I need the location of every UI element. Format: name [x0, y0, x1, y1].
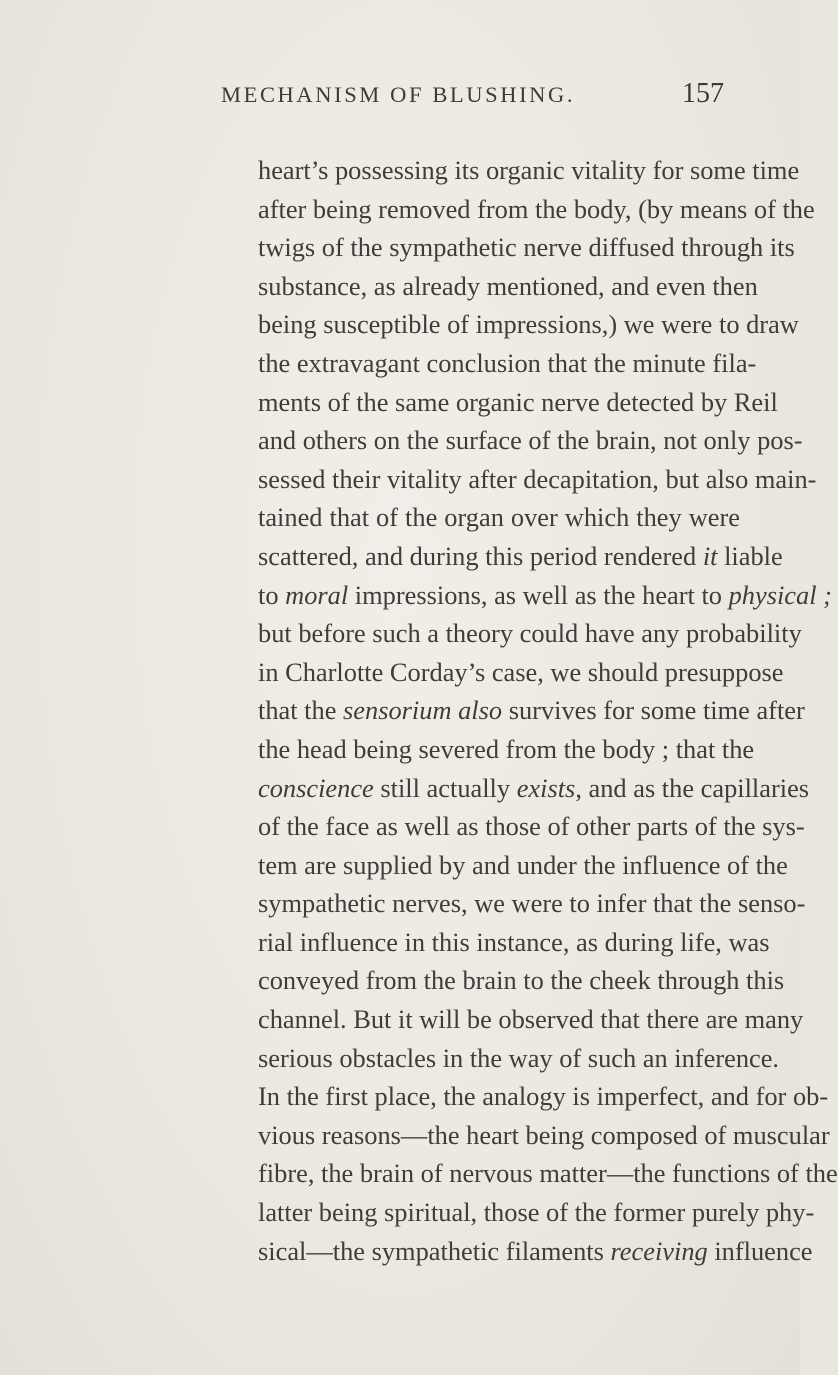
text-run: channel. But it will be observed that there are many [258, 1004, 804, 1035]
text-line [258, 1154, 838, 1193]
text-line [258, 1077, 829, 1116]
text-line [258, 769, 810, 808]
italic-text: receiving [610, 1235, 708, 1266]
text-line [258, 961, 785, 1000]
text-line [258, 421, 803, 460]
body-text [258, 151, 838, 1270]
text-line [258, 151, 800, 190]
text-run: and others on the surface of the brain, not only pos- [258, 425, 803, 456]
text-line [258, 1000, 804, 1039]
text-line [258, 1232, 813, 1271]
text-line [258, 1193, 815, 1232]
text-run: latter being spiritual, those of the former purely phy- [258, 1197, 815, 1228]
text-run: in Charlotte Corday’s case, we should presuppose [258, 656, 784, 687]
text-run: liable [717, 540, 783, 571]
text-line [258, 807, 805, 846]
text-run: vious reasons—the heart being composed of muscular [258, 1119, 830, 1150]
text-line [258, 1039, 780, 1078]
text-run: survives for some time after [502, 695, 805, 726]
text-run: influence [707, 1235, 813, 1266]
text-line [258, 1116, 830, 1155]
text-line [258, 498, 740, 537]
text-run: twigs of the sympathetic nerve diffused through its [258, 232, 795, 263]
italic-text: exists [516, 772, 576, 803]
text-run: fibre, the brain of nervous matter—the functions of the [258, 1158, 838, 1189]
text-line [258, 846, 788, 885]
text-run: to [258, 579, 286, 610]
text-run: of the face as well as those of other parts of the sys- [258, 811, 805, 842]
italic-text: moral [285, 579, 349, 610]
text-line [258, 614, 802, 653]
text-line [258, 537, 783, 576]
text-line [258, 730, 755, 769]
text-run: but before such a theory could have any probability [258, 618, 802, 649]
text-run: sical—the sympathetic filaments [258, 1235, 611, 1266]
running-head-title: MECHANISM OF BLUSHING. [221, 82, 576, 107]
text-run: rial influence in this instance, as during life, was [258, 926, 770, 957]
text-run: after being removed from the body, (by means of the [258, 193, 815, 224]
text-line [258, 884, 806, 923]
text-line [258, 460, 817, 499]
text-run: tem are supplied by and under the influence of the [258, 849, 788, 880]
text-run: still actually [373, 772, 517, 803]
italic-text: physical ; [728, 579, 832, 610]
text-line [258, 305, 799, 344]
text-run: serious obstacles in the way of such an inference. [258, 1042, 780, 1073]
text-run: impressions, as well as the heart to [348, 579, 729, 610]
running-head [0, 78, 800, 122]
italic-text: sensorium also [343, 695, 503, 726]
text-line [258, 923, 770, 962]
text-run: substance, as already mentioned, and even then [258, 270, 758, 301]
text-run: , and as the capillaries [575, 772, 810, 803]
text-line [258, 691, 805, 730]
italic-text: conscience [258, 772, 374, 803]
italic-text: it [702, 540, 718, 571]
text-line [258, 344, 757, 383]
text-line [258, 228, 795, 267]
text-line [258, 383, 778, 422]
text-run: that the [258, 695, 344, 726]
text-run: scattered, and during this period rendered [258, 540, 703, 571]
page-number: 157 [682, 78, 724, 109]
text-run: sympathetic nerves, we were to infer that the senso- [258, 888, 806, 919]
text-run: the head being severed from the body ; that the [258, 733, 755, 764]
text-run: conveyed from the brain to the cheek through this [258, 965, 785, 996]
text-line [258, 576, 832, 615]
text-line [258, 653, 784, 692]
text-line [258, 190, 815, 229]
text-run: ments of the same organic nerve detected by Reil [258, 386, 778, 417]
text-line [258, 267, 758, 306]
text-run: In the first place, the analogy is imperfect, and for ob- [258, 1081, 829, 1112]
text-run: sessed their vitality after decapitation, but also main- [258, 463, 817, 494]
text-run: heart’s possessing its organic vitality for some time [258, 155, 800, 185]
text-run: the extravagant conclusion that the minute fila- [258, 347, 757, 378]
text-run: being susceptible of impressions,) we were to draw [258, 309, 799, 340]
text-run: tained that of the organ over which they were [258, 502, 740, 533]
